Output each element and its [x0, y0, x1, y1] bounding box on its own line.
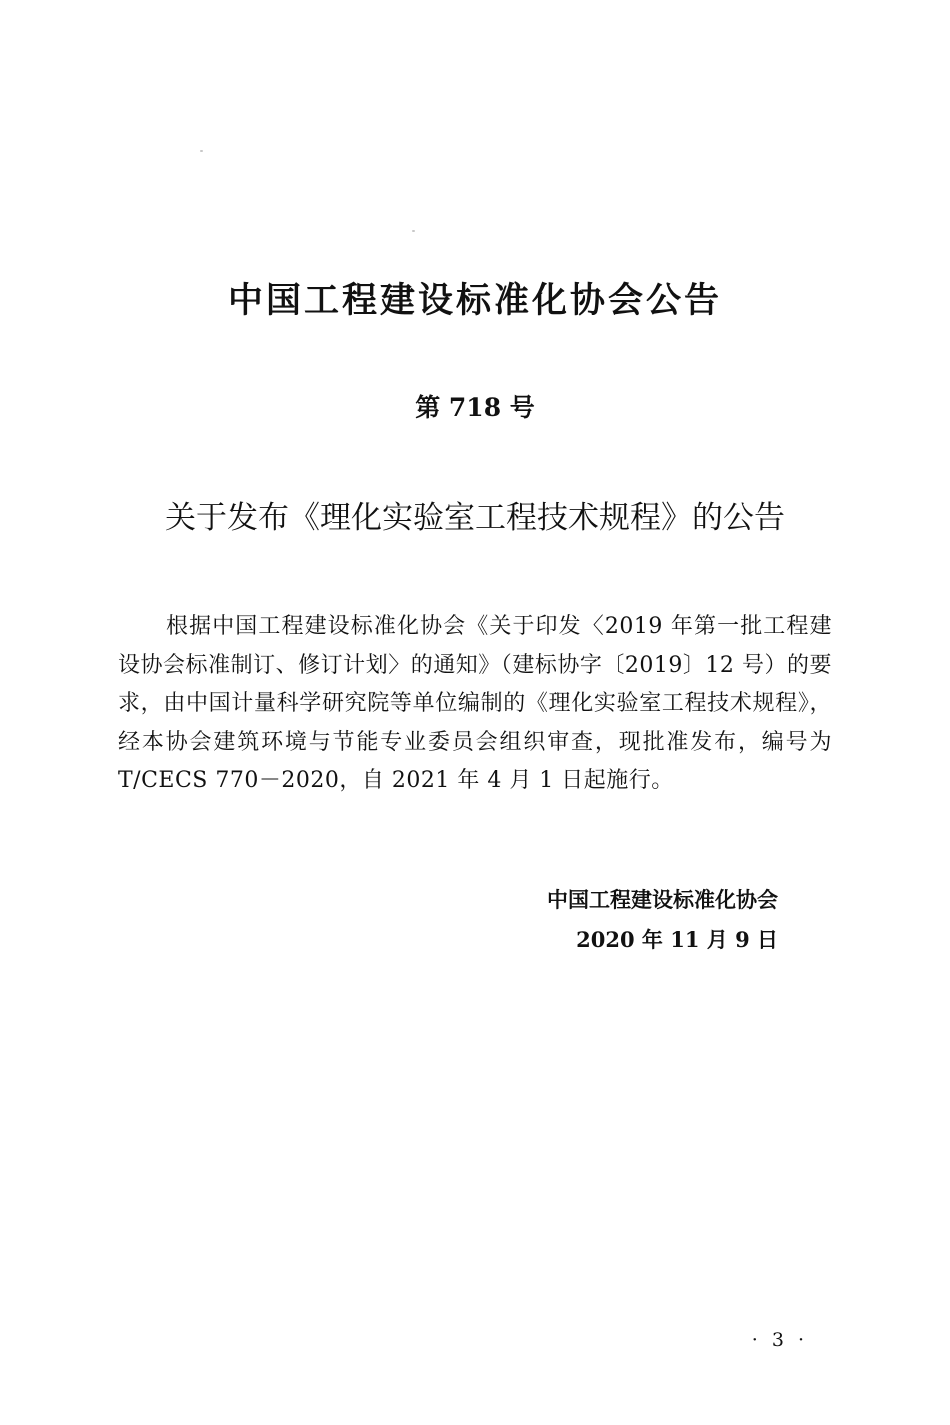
scan-speck: [412, 230, 415, 232]
notice-body: 根据中国工程建设标准化协会《关于印发〈2019 年第一批工程建设协会标准制订、修订计划〉的通知》（建标协字〔2019〕12 号）的要求，由中国计量科学研究院等单位编制的《理化实验室工程技术规程》，经本协会建筑环境与节能专业委员会组织审查，现批准发布，编号为 T/CECS 770－2020，自 2021 年 4 月 1 日起施行。: [118, 614, 832, 794]
notice-number: 第 718 号: [415, 393, 535, 422]
page-number: · 3 ·: [751, 1329, 808, 1351]
signature-date: 2020 年 11 月 9 日: [576, 927, 778, 952]
signature-block: [547, 880, 778, 960]
organization-title: 中国工程建设标准化协会公告: [227, 281, 722, 321]
signature-organization: 中国工程建设标准化协会: [547, 888, 778, 912]
scan-speck: [200, 150, 203, 152]
notice-title: 关于发布《理化实验室工程技术规程》的公告: [165, 500, 785, 536]
